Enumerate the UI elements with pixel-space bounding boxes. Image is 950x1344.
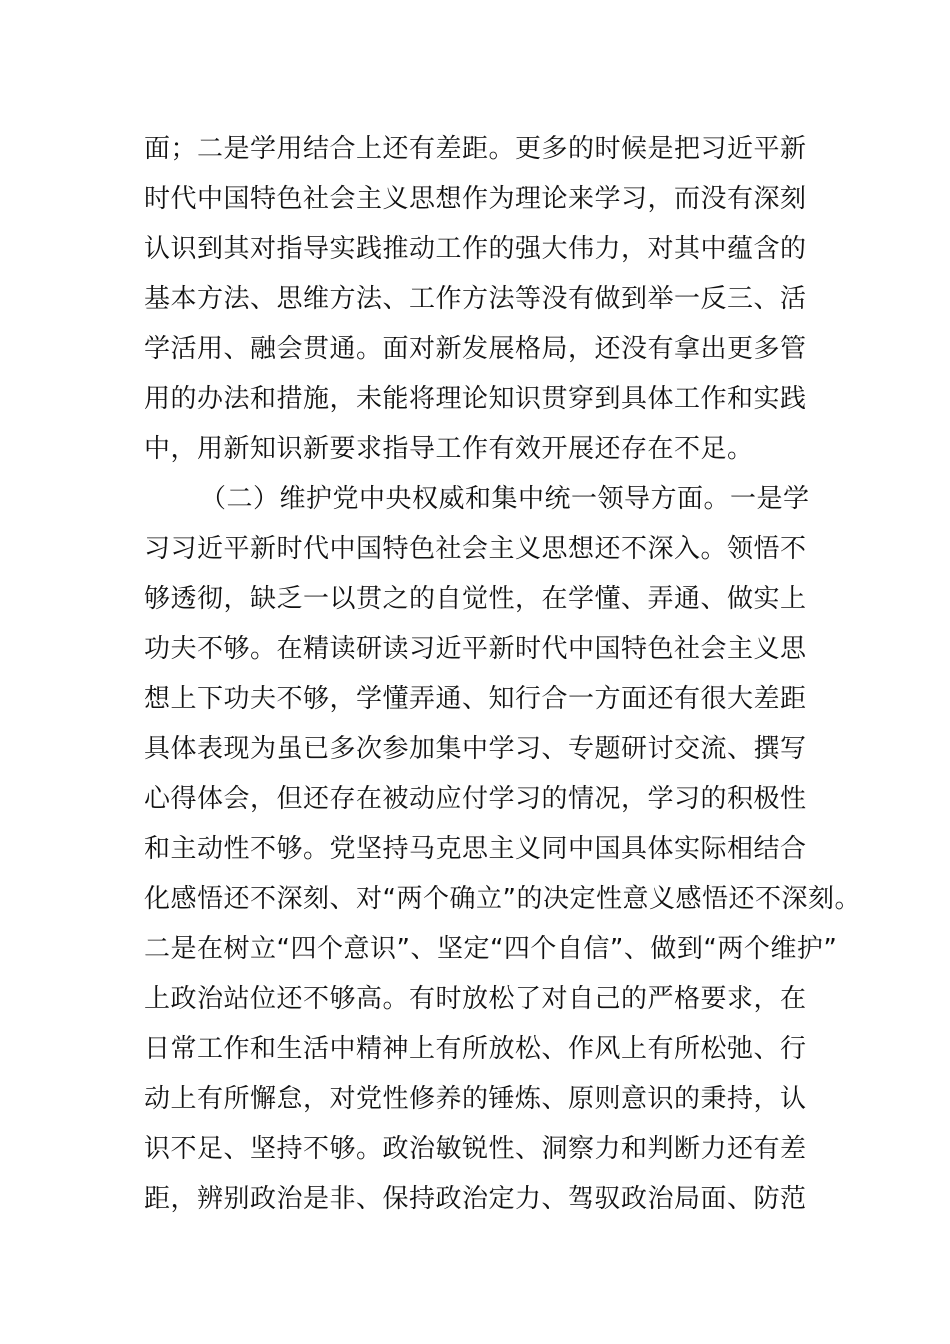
text-line-18: 上政治站位还不够高。有时放松了对自己的严格要求，在 — [144, 984, 807, 1014]
text-line-4: 基本方法、思维方法、工作方法等没有做到举一反三、活 — [144, 284, 807, 314]
text-line-2: 时代中国特色社会主义思想作为理论来学习，而没有深刻 — [144, 184, 807, 214]
text-line-15: 和主动性不够。党坚持马克思主义同中国具体实际相结合 — [144, 834, 807, 864]
text-line-10: 够透彻，缺乏一以贯之的自觉性，在学懂、弄通、做实上 — [144, 584, 807, 614]
text-line-13: 具体表现为虽已多次参加集中学习、专题研讨交流、撰写 — [144, 734, 807, 764]
text-line-20: 动上有所懈怠，对党性修养的锤炼、原则意识的秉持，认 — [144, 1084, 807, 1114]
text-line-3: 认识到其对指导实践推动工作的强大伟力，对其中蕴含的 — [144, 234, 807, 264]
text-line-7: 中，用新知识新要求指导工作有效开展还存在不足。 — [144, 434, 754, 464]
text-line-16: 化感悟还不深刻、对“两个确立”的决定性意义感悟还不深刻。 — [144, 884, 861, 914]
document-body — [144, 124, 861, 1224]
text-line-9: 习习近平新时代中国特色社会主义思想还不深入。领悟不 — [144, 534, 807, 564]
text-line-14: 心得体会，但还存在被动应付学习的情况，学习的积极性 — [144, 784, 807, 814]
text-line-12: 想上下功夫不够，学懂弄通、知行合一方面还有很大差距 — [144, 684, 807, 714]
text-line-1: 面；二是学用结合上还有差距。更多的时候是把习近平新 — [144, 134, 807, 164]
text-line-5: 学活用、融会贯通。面对新发展格局，还没有拿出更多管 — [144, 334, 807, 364]
text-line-22: 距，辨别政治是非、保持政治定力、驾驭政治局面、防范 — [144, 1184, 807, 1214]
text-line-21: 识不足、坚持不够。政治敏锐性、洞察力和判断力还有差 — [144, 1134, 807, 1164]
text-line-6: 用的办法和措施，未能将理论知识贯穿到具体工作和实践 — [144, 384, 807, 414]
text-line-17: 二是在树立“四个意识”、坚定“四个自信”、做到“两个维护” — [144, 934, 838, 964]
text-line-19: 日常工作和生活中精神上有所放松、作风上有所松弛、行 — [144, 1034, 807, 1064]
section-heading-line: （二）维护党中央权威和集中统一领导方面。一是学 — [200, 484, 810, 514]
text-line-11: 功夫不够。在精读研读习近平新时代中国特色社会主义思 — [144, 634, 807, 664]
